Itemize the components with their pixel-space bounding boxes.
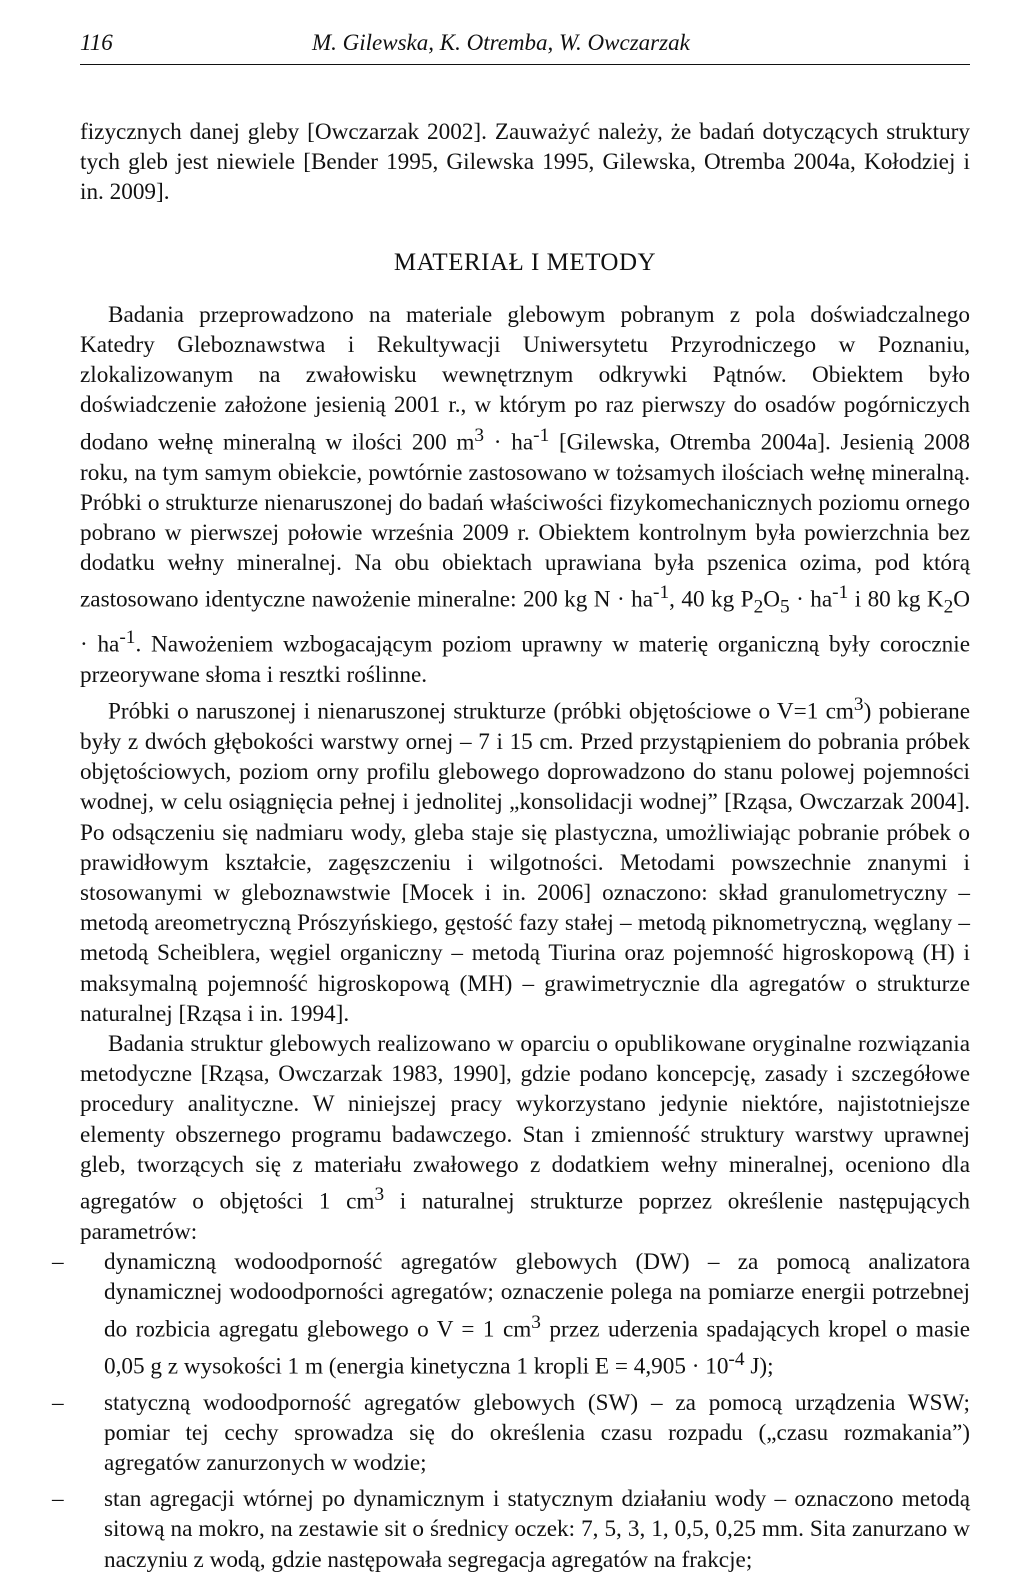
- running-header: [80, 28, 970, 65]
- paragraph-methods-3: Badania struktur glebowych realizowano w oparciu o opublikowane oryginalne rozwiązania metodyczne [Rząsa, Owczarzak 1983, 1990], gdzie podano koncepcję, zasady i szczegółowe procedury analityczne. W niniejszej pracy wykorzystano jedynie niektóre, najistotniejsze elementy obszernego programu badawczego. Stan i zmienność struktury warstwy uprawnej gleb, tworzących się z materiału zwałowego z dodatkiem wełny mineralnej, oceniono dla agregatów o objętości 1 $cm^3$ i naturalnej strukturze poprzez określenie następujących parametrów:: [80, 1031, 970, 1246]
- header-authors: M. Gilewska, K. Otremba, W. Owczarzak: [312, 30, 690, 55]
- dash-bullet: –: [52, 1486, 64, 1513]
- section-title: MATERIAŁ I METODY: [393, 248, 657, 276]
- list-item: – dynamiczną wodoodporność agregatów glebowych (DW) – za pomocą analizatora dynamicznej wodoodporności agregatów; oznaczenie polega na pomiarze energii potrzebnej do rozbicia agregatu glebowego o V = 1 $cm^3$ przez uderzenia spadających kropel o masie 0,05 g z wysokości 1 m (energia kinetyczna 1 kropli $E = 4,905 \cdot 10^{-4}$ J);: [52, 1249, 970, 1380]
- list-item: – stan agregacji wtórnej po dynamicznym i statycznym działaniu wody – oznaczono metodą sitową na mokro, na zestawie sit o średnicy oczek: 7, 5, 3, 1, 0,5, 0,25 mm. Sita zanurzano w naczyniu z wodą, gdzie następowała segregacja agregatów na frakcje;: [52, 1486, 970, 1573]
- page-number: 116: [80, 30, 113, 55]
- page: [52, 28, 971, 1575]
- dash-bullet: –: [52, 1389, 64, 1416]
- parameter-list: [52, 1247, 970, 1575]
- dash-bullet: –: [52, 1249, 64, 1276]
- list-item: – statyczną wodoodporność agregatów glebowych (SW) – za pomocą urządzenia WSW; pomiar tej cechy sprowadza się do określenia czasu rozpadu („czasu rozmakania”) agregatów zanurzonych w wodzie;: [52, 1389, 970, 1476]
- paragraph-methods-2: Próbki o naruszonej i nienaruszonej strukturze (próbki objętościowe o V=1 $cm^3$) pobierane były z dwóch głębokości warstwy ornej – 7 i 15 cm. Przed przystąpieniem do pobrania próbek objętościowych, poziom orny profilu glebowego doprowadzono do stanu polowej pojemności wodnej, w celu osiągnięcia pełnej i jednolitej „konsolidacji wodnej” [Rząsa, Owczarzak 2004]. Po odsączeniu się nadmiaru wody, gleba staje się plastyczna, umożliwiając pobranie próbek o prawidłowym kształcie, zagęszczeniu i wilgotności. Metodami powszechnie znanymi i stosowanymi w gleboznawstwie [Mocek i in. 2006] oznaczono: skład granulometryczny – metodą areometryczną Prószyńskiego, gęstość fazy stałej – metodą piknometryczną, węglany – metodą Scheiblera, węgiel organiczny – metodą Tiurina oraz pojemność higroskopową (H) i maksymalną pojemność higroskopową (MH) – grawimetrycznie dla agregatów o strukturze naturalnej [Rząsa i in. 1994].: [80, 694, 970, 1027]
- article-body: [52, 117, 971, 1575]
- intro-paragraph: fizycznych danej gleby [Owczarzak 2002]. Zauważyć należy, że badań dotyczących struktury tych gleb jest niewiele [Bender 1995, Gilewska 1995, Gilewska, Otremba 2004a, Kołodziej i in. 2009].: [80, 119, 970, 206]
- paragraph-methods-1: Badania przeprowadzono na materiale glebowym pobranym z pola doświadczalnego Katedry Gleboznawstwa i Rekultywacji Uniwersytetu Przyrodniczego w Poznaniu, zlokalizowanym na zwałowisku wewnętrznym odkrywki Pątnów. Obiektem było doświadczenie założone jesienią 2001 r., w którym po raz pierwszy do osadów pogórniczych dodano wełnę mineralną w ilości 200 $m^3 \cdot ha^{-1}$ [Gilewska, Otremba 2004a]. Jesienią 2008 roku, na tym samym obiekcie, powtórnie zastosowano w tożsamych ilościach wełnę mineralną. Próbki o strukturze nienaruszonej do badań właściwości fizykomechanicznych poziomu ornego pobrano w pierwszej połowie września 2009 r. Obiektem kontrolnym była powierzchnia bez dodatku wełny mineralnej. Na obu obiektach uprawiana była pszenica ozima, pod którą zastosowano identyczne nawożenie mineralne: 200 kg $N \cdot ha^{-1}$, 40 kg $P_2O_5 \cdot ha^{-1}$ i 80 kg $K_2O \cdot ha^{-1}$. Nawożeniem wzbogacającym poziom uprawny w materię organiczną były corocznie przeorywane słoma i resztki roślinne.: [80, 301, 971, 688]
